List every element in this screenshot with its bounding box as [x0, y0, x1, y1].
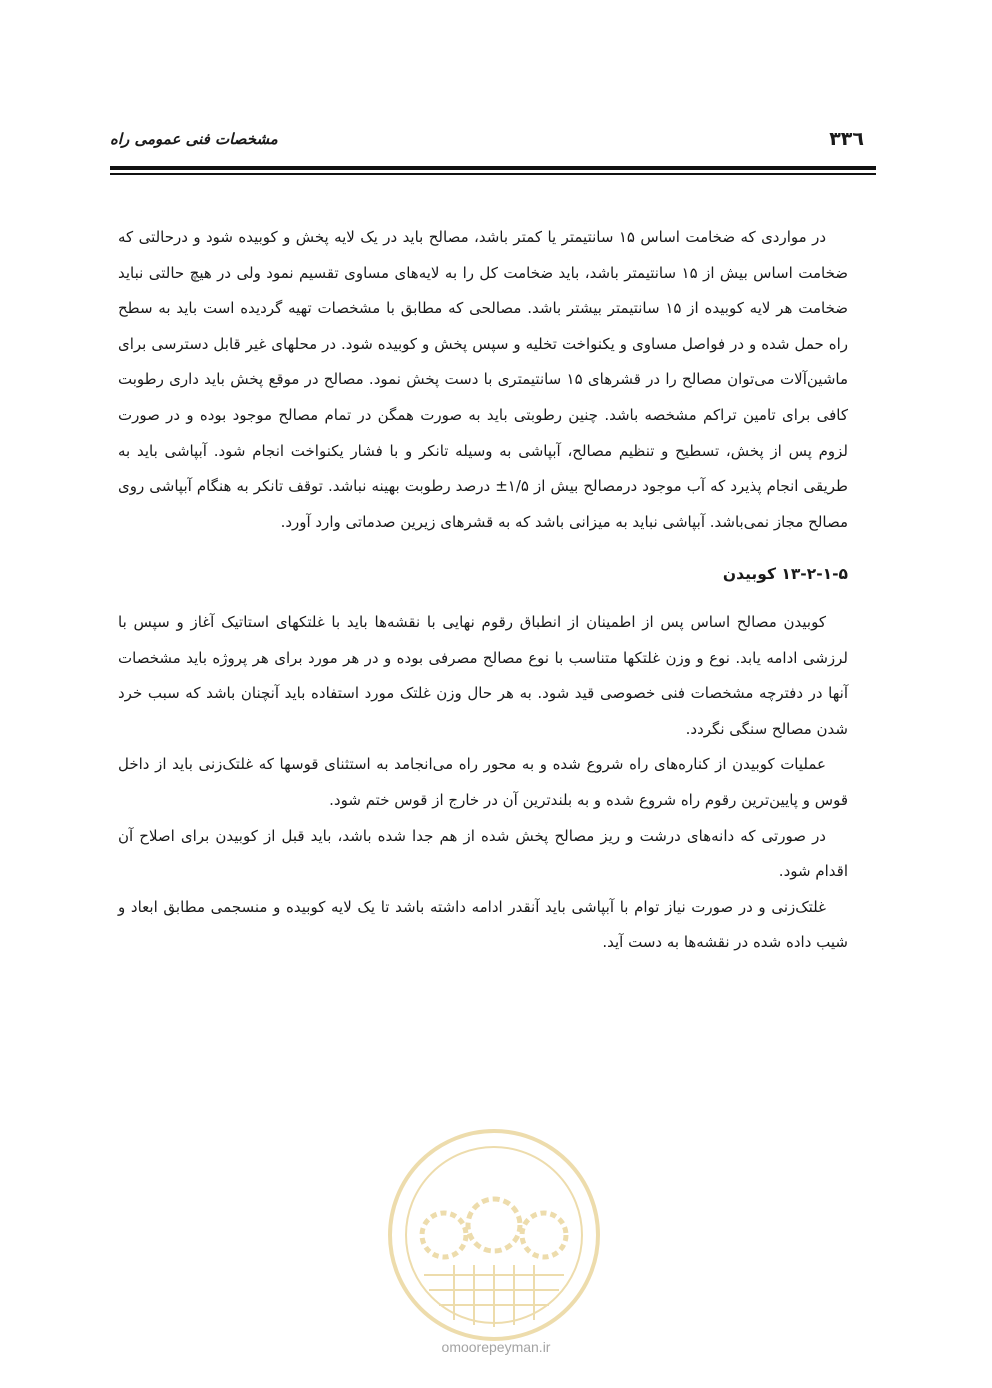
watermark-url	[0, 1339, 992, 1355]
header-rule-thick	[110, 166, 876, 170]
page-number: ۳۳٦	[829, 128, 864, 150]
paragraph: در مواردی که ضخامت اساس ۱۵ سانتیمتر یا کمتر باشد، مصالح باید در یک لایه پخش و کوبیده شود و درحالتی که ضخامت اساس بیش از ۱۵ سانتیمتر باشد، باید ضخامت کل را به لایه‌های مساوی تقسیم نمود ولی در هیچ حالتی نباید ضخامت هر لایه کوبیده از ۱۵ سانتیمتر بیشتر باشد. مصالحی که مطابق با مشخصات تهیه گردیده است باید به سطح راه حمل شده و در فواصل مساوی و یکنواخت تخلیه و سپس پخش و کوبیده شود. در محلهای غیر قابل دسترسی برای ماشین‌آلات می‌توان مصالح را در قشرهای ۱۵ سانتیمتری با دست پخش نمود. مصالح در موقع پخش باید داری رطوبت کافی برای تامین تراکم مشخصه باشد. چنین رطوبتی باید به صورت همگن در تمام مصالح موجود بوده و در صورت لزوم پس از پخش، تسطیح و تنظیم مصالح، آبپاشی به وسیله تانکر و با فشار یکنواخت انجام شود. آبپاشی باید به طریقی انجام پذیرد که آب موجود درمصالح بیش از ۱/۵± درصد رطوبت بهینه نباشد. توقف تانکر به هنگام آبپاشی روی مصالح مجاز نمی‌باشد. آبپاشی نباید به میزانی باشد که به قشرهای زیرین صدماتی وارد آورد.	[118, 228, 848, 531]
paragraph: غلتک‌زنی و در صورت نیاز توام با آبپاشی باید آنقدر ادامه داشته باشد تا یک لایه کوبیده و منسجمی مطابق ابعاد و شیب داده شده در نقشه‌ها به دست آید.	[118, 897, 848, 952]
page-header	[110, 126, 876, 156]
running-title: مشخصات فنی عمومی راه	[110, 130, 278, 148]
paragraph: در صورتی که دانه‌های درشت و ریز مصالح پخش شده از هم جدا شده باشد، باید قبل از کوبیدن برای اصلاح آن اقدام شود.	[118, 826, 848, 881]
seal-logo-icon	[384, 1125, 604, 1345]
section-heading: ۱۳-۲-۱-۵ کوبیدن	[722, 565, 848, 584]
paragraph: کوبیدن مصالح اساس پس از اطمینان از انطباق رقوم نهایی با نقشه‌ها باید با غلتکهای استاتیک آغاز و سپس با لرزشی ادامه یابد. نوع و وزن غلتکها متناسب با نوع مصالح مصرفی بوده و در هر مورد برای هر پروژه باید مشخصات آنها در دفترچه مشخصات فنی خصوصی قید شود. به هر حال وزن غلتک مورد استفاده باید آنچنان باشد که سبب خرد شدن مصالح سنگی نگردد.	[118, 612, 848, 738]
header-rule-thin	[110, 173, 876, 175]
paragraph: عملیات کوبیدن از کناره‌های راه شروع شده و به محور راه می‌انجامد به استثنای قوسها که غلتک‌زنی باید از داخل قوس و پایین‌ترین رقوم راه شروع شده و به بلندترین آن در خارج از قوس ختم شود.	[118, 755, 848, 809]
body-text	[118, 220, 848, 961]
watermark-url-text: omoorepeyman.ir	[441, 1339, 551, 1355]
